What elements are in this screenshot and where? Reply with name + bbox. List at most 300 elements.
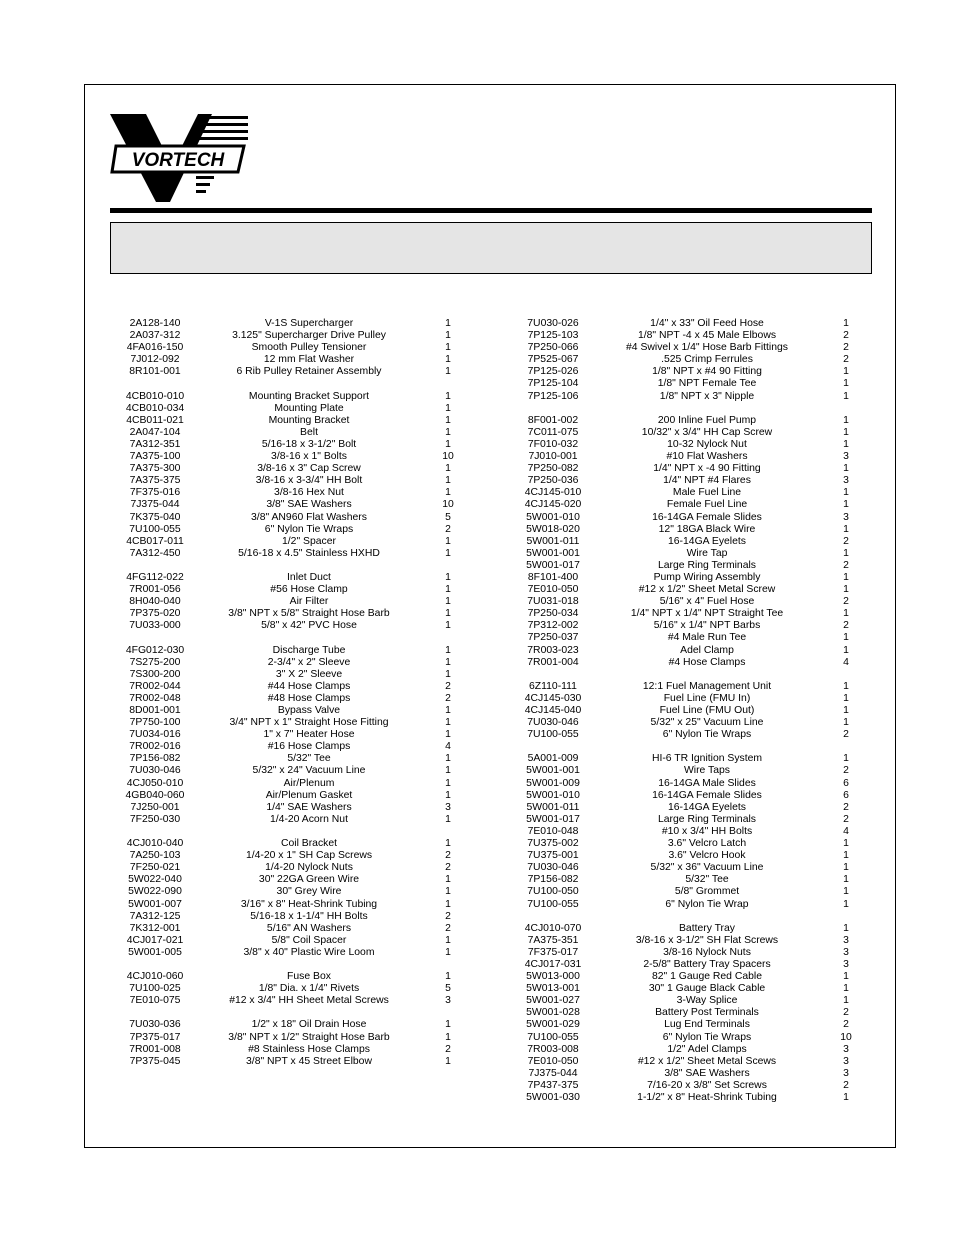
part-number: 5W001-017 (526, 559, 580, 571)
part-row (508, 427, 868, 439)
part-description: Fuel Line (FMU Out) (659, 705, 755, 716)
part-row (508, 584, 868, 596)
parts-group (508, 318, 868, 403)
part-quantity: 1 (445, 729, 451, 741)
part-quantity: 1 (445, 777, 451, 789)
part-number: 7E010-050 (527, 584, 579, 596)
part-number: 7J250-001 (130, 801, 180, 813)
part-quantity: 1 (445, 971, 451, 983)
part-quantity: 2 (843, 1007, 849, 1019)
part-row (508, 693, 868, 705)
part-description: 3.6" Velcro Latch (667, 838, 747, 850)
part-row (508, 536, 868, 548)
part-quantity: 10 (442, 451, 454, 463)
part-quantity: 1 (843, 366, 849, 378)
part-description: #12 x 1/2" Sheet Metal Scews (637, 1055, 777, 1067)
part-description: Battery Tray (678, 922, 735, 934)
part-number: 7U100-055 (527, 729, 579, 741)
part-quantity: 1 (445, 886, 451, 898)
part-row (110, 548, 470, 560)
part-row (110, 415, 470, 427)
part-row (508, 596, 868, 608)
part-description: Large Ring Terminals (658, 559, 756, 571)
part-description: 3/8" NPT x 1/2" Straight Hose Barb (228, 1031, 390, 1043)
part-quantity: 1 (843, 438, 849, 450)
part-row (508, 1056, 868, 1068)
part-number: 7A375-375 (129, 475, 181, 487)
part-description: #10 Flat Washers (666, 451, 748, 463)
part-quantity: 3 (843, 475, 849, 487)
part-row (508, 971, 868, 983)
part-row (110, 451, 470, 463)
part-quantity: 1 (445, 1055, 451, 1067)
part-description: #8 Stainless Hose Clamps (248, 1043, 370, 1055)
part-number: 7U375-001 (527, 850, 579, 862)
part-row (508, 415, 868, 427)
part-description: Inlet Duct (287, 571, 331, 583)
part-row (508, 923, 868, 935)
part-number: 7P125-103 (527, 330, 579, 342)
part-description: #4 Swivel x 1/4" Hose Barb Fittings (626, 342, 788, 354)
part-number: 7F010-032 (527, 438, 579, 450)
part-description: 10-32 Nylock Nut (667, 438, 747, 450)
part-description: Mounting Bracket (268, 414, 350, 426)
part-quantity: 1 (445, 789, 451, 801)
part-description: Female Fuel Line (666, 499, 748, 511)
part-quantity: 3 (843, 946, 849, 958)
part-number: 7P437-375 (527, 1079, 579, 1091)
part-row (508, 608, 868, 620)
part-description: 30" 1 Gauge Black Cable (648, 983, 766, 995)
part-number: 7P250-066 (527, 342, 579, 354)
part-description: Fuse Box (287, 971, 331, 983)
part-description: HI-6 TR Ignition System (651, 753, 763, 765)
part-number: 7S300-200 (129, 668, 181, 680)
part-quantity: 1 (445, 330, 451, 342)
part-number: 7U030-046 (527, 717, 579, 729)
part-description: 16-14GA Eyelets (668, 801, 746, 813)
part-description: 6" Nylon Tie Wraps (662, 1031, 752, 1043)
part-description: 1/4" NPT x -4 90 Fitting (653, 463, 761, 475)
part-number: 5W001-001 (526, 547, 580, 559)
part-quantity: 1 (445, 656, 451, 668)
part-quantity: 1 (445, 668, 451, 680)
part-number: 4FG112-022 (126, 571, 184, 583)
part-quantity: 2 (843, 330, 849, 342)
part-description: Fuel Line (FMU In) (663, 692, 751, 704)
part-row (110, 403, 470, 415)
part-number: 7J010-001 (528, 451, 578, 463)
part-description: #12 x 1/2" Sheet Metal Screw (638, 584, 776, 596)
part-number: 7R001-004 (527, 656, 579, 668)
part-description: 1/4" NPT x 1/4" NPT Straight Tee (630, 608, 784, 620)
part-description: 16-14GA Male Slides (658, 777, 756, 789)
part-description: 1/8" NPT -4 x 45 Male Elbows (637, 330, 777, 342)
part-quantity: 1 (843, 753, 849, 765)
part-row (110, 499, 470, 511)
part-number: 7A312-351 (129, 438, 181, 450)
part-row (508, 657, 868, 669)
part-row (110, 536, 470, 548)
part-description: Discharge Tube (272, 644, 346, 656)
part-row (110, 620, 470, 632)
part-number: 7P125-026 (527, 366, 579, 378)
part-row (508, 1007, 868, 1019)
part-quantity: 1 (843, 874, 849, 886)
part-number: 4FA016-150 (126, 342, 184, 354)
part-quantity: 1 (843, 898, 849, 910)
part-quantity: 1 (445, 1031, 451, 1043)
part-number: 7P375-017 (129, 1031, 181, 1043)
part-quantity: 1 (445, 898, 451, 910)
part-row (110, 354, 470, 366)
part-description: Pump Wiring Assembly (653, 571, 761, 583)
part-quantity: 2 (445, 922, 451, 934)
part-quantity: 1 (445, 366, 451, 378)
part-row (508, 560, 868, 572)
part-number: 4CB010-010 (125, 390, 185, 402)
part-row (110, 487, 470, 499)
part-description: 16-14GA Female Slides (652, 789, 762, 801)
part-quantity: 1 (445, 1019, 451, 1031)
part-description: Wire Tap (686, 547, 728, 559)
part-description: 5/16" x 1/4" NPT Barbs (653, 620, 761, 632)
part-number: 7F250-021 (129, 862, 181, 874)
part-description: 3/16" x 8" Heat-Shrink Tubing (240, 898, 378, 910)
part-description: Coil Bracket (280, 838, 337, 850)
part-number: 8H040-040 (129, 596, 181, 608)
part-number: 7E010-075 (129, 995, 181, 1007)
part-number: 8F101-400 (527, 571, 579, 583)
header-rule (110, 208, 872, 213)
part-row (508, 717, 868, 729)
part-number: 4CJ010-070 (524, 922, 582, 934)
part-quantity: 1 (843, 922, 849, 934)
parts-group (508, 923, 868, 1104)
part-description: #48 Hose Clamps (267, 692, 351, 704)
part-row (110, 463, 470, 475)
part-quantity: 1 (445, 547, 451, 559)
part-quantity: 2 (843, 729, 849, 741)
part-number: 5W001-010 (526, 511, 580, 523)
part-number: 7U100-055 (527, 898, 579, 910)
part-number: 7P250-082 (527, 463, 579, 475)
part-number: 2A037-312 (129, 330, 181, 342)
part-description: 3/8" x 40" Plastic Wire Loom (243, 946, 375, 958)
part-description: 12" 18GA Black Wire (658, 523, 756, 535)
part-row (110, 971, 470, 983)
part-description: 1/8" Dia. x 1/4" Rivets (258, 983, 360, 995)
part-quantity: 3 (843, 1055, 849, 1067)
part-quantity: 1 (843, 850, 849, 862)
parts-group (110, 1019, 470, 1067)
part-number: 7U030-036 (129, 1019, 181, 1031)
part-quantity: 1 (445, 934, 451, 946)
part-number: 5W001-027 (526, 995, 580, 1007)
part-description: 1/4" x 33" Oil Feed Hose (650, 318, 764, 329)
part-quantity: 1 (445, 596, 451, 608)
part-quantity: 1 (445, 705, 451, 716)
part-quantity: 1 (445, 946, 451, 958)
part-row (508, 790, 868, 802)
part-description: 1/4-20 Nylock Nuts (265, 862, 353, 874)
part-number: 5W013-001 (526, 983, 580, 995)
part-quantity: 2 (843, 813, 849, 825)
part-number: 7K312-001 (129, 922, 181, 934)
part-number: 7S275-200 (129, 656, 181, 668)
part-number: 7R001-008 (129, 1043, 181, 1055)
part-description: 6 Rib Pulley Retainer Assembly (236, 366, 382, 378)
part-description: 16-14GA Female Slides (652, 511, 762, 523)
parts-group (110, 645, 470, 826)
part-quantity: 1 (843, 414, 849, 426)
part-quantity: 1 (843, 862, 849, 874)
part-description: 1/2" Spacer (282, 535, 336, 547)
part-row (110, 729, 470, 741)
part-quantity: 3 (445, 801, 451, 813)
part-quantity: 2 (843, 596, 849, 608)
part-quantity: 1 (843, 318, 849, 329)
part-quantity: 3 (843, 934, 849, 946)
part-quantity: 1 (843, 499, 849, 511)
part-number: 5W001-011 (526, 801, 580, 813)
part-quantity: 3 (843, 958, 849, 970)
part-row (508, 499, 868, 511)
part-row (508, 765, 868, 777)
part-quantity: 2 (445, 910, 451, 922)
part-number: 7P125-104 (527, 378, 579, 390)
part-quantity: 2 (843, 1019, 849, 1031)
part-quantity: 1 (445, 620, 451, 632)
part-number: 5W001-017 (526, 813, 580, 825)
part-row (110, 741, 470, 753)
part-number: 7P312-002 (527, 620, 579, 632)
part-number: 7J375-044 (130, 499, 180, 511)
part-description: Battery Post Terminals (655, 1007, 759, 1019)
part-row (110, 1056, 470, 1068)
part-quantity: 1 (445, 535, 451, 547)
part-row (508, 1019, 868, 1031)
part-row (508, 1044, 868, 1056)
part-row (110, 874, 470, 886)
part-number: 5W018-020 (526, 523, 580, 535)
part-number: 6Z110-111 (529, 680, 577, 692)
part-quantity: 1 (843, 523, 849, 535)
part-number: 4CJ017-031 (524, 958, 582, 970)
part-number: 5W001-005 (128, 946, 182, 958)
part-description: Air/Plenum Gasket (265, 789, 353, 801)
part-quantity: 1 (445, 414, 451, 426)
part-row (508, 1080, 868, 1092)
part-number: 7U100-025 (129, 983, 181, 995)
part-number: 4CJ145-010 (524, 487, 582, 499)
part-number: 4CJ010-040 (126, 838, 184, 850)
part-number: 7P375-045 (129, 1055, 181, 1067)
part-quantity: 4 (843, 656, 849, 668)
part-row (110, 669, 470, 681)
part-description: Smooth Pulley Tensioner (251, 342, 367, 354)
part-row (110, 947, 470, 959)
part-description: 1/8" NPT Female Tee (657, 378, 757, 390)
part-quantity: 1 (843, 463, 849, 475)
part-number: 5W001-009 (526, 777, 580, 789)
part-row (508, 995, 868, 1007)
part-row (508, 391, 868, 403)
part-quantity: 1 (843, 608, 849, 620)
part-quantity: 1 (843, 426, 849, 438)
part-number: 5W013-000 (526, 971, 580, 983)
part-description: Belt (300, 426, 318, 438)
part-quantity: 1 (843, 886, 849, 898)
part-quantity: 3 (843, 1043, 849, 1055)
part-number: 7A375-300 (129, 463, 181, 475)
part-row (110, 330, 470, 342)
part-row (110, 366, 470, 378)
part-description: 5/8" Grommet (674, 886, 740, 898)
part-quantity: 1 (445, 342, 451, 354)
part-number: 7A375-100 (129, 451, 181, 463)
part-description: 6" Nylon Tie Wraps (264, 523, 354, 535)
part-description: 1/2" x 18" Oil Drain Hose (251, 1019, 367, 1031)
part-number: 5W022-090 (128, 886, 182, 898)
part-quantity: 1 (843, 584, 849, 596)
part-number: 4CJ010-060 (126, 971, 184, 983)
part-number: 8R101-001 (129, 366, 181, 378)
part-number: 7A312-450 (129, 547, 181, 559)
part-row (508, 487, 868, 499)
part-description: Adel Clamp (680, 644, 734, 656)
part-number: 7U034-016 (129, 729, 181, 741)
part-description: 3/4" NPT x 1" Straight Hose Fitting (229, 717, 389, 729)
part-row (110, 778, 470, 790)
part-number: 7R001-056 (129, 584, 181, 596)
part-number: 8D001-001 (129, 705, 181, 716)
part-row (508, 330, 868, 342)
part-row (110, 790, 470, 802)
part-description: 1/2" Adel Clamps (667, 1043, 747, 1055)
part-number: 4CJ017-021 (126, 934, 184, 946)
part-description: #44 Hose Clamps (267, 680, 351, 692)
part-quantity: 1 (445, 571, 451, 583)
part-row (110, 608, 470, 620)
part-number: 7U030-046 (527, 862, 579, 874)
part-row (110, 862, 470, 874)
part-number: 5W001-010 (526, 789, 580, 801)
part-row (110, 802, 470, 814)
part-quantity: 1 (445, 753, 451, 765)
part-row (110, 911, 470, 923)
part-row (110, 838, 470, 850)
part-number: 7U030-026 (527, 318, 579, 329)
part-description: 5/16-18 x 3-1/2" Bolt (261, 438, 357, 450)
part-description: Lug End Terminals (664, 1019, 750, 1031)
part-quantity: 3 (843, 451, 849, 463)
part-description: 1-1/2" x 8" Heat-Shrink Tubing (637, 1092, 777, 1103)
part-quantity: 1 (445, 644, 451, 656)
part-row (508, 342, 868, 354)
part-quantity: 2 (445, 862, 451, 874)
part-number: 7A375-351 (527, 934, 579, 946)
parts-group (508, 681, 868, 741)
part-number: 7P156-082 (527, 874, 579, 886)
part-number: 2A047-104 (129, 426, 181, 438)
part-quantity: 2 (445, 1043, 451, 1055)
part-number: 7U031-018 (527, 596, 579, 608)
parts-group (508, 753, 868, 910)
part-row (110, 657, 470, 669)
part-row (508, 899, 868, 911)
part-quantity: 4 (445, 741, 451, 753)
part-quantity: 5 (445, 511, 451, 523)
part-number: 5W022-040 (128, 874, 182, 886)
part-row (110, 995, 470, 1007)
part-row (110, 475, 470, 487)
part-description: 3-Way Splice (676, 995, 738, 1007)
part-description: #16 Hose Clamps (267, 741, 351, 753)
part-quantity: 2 (843, 620, 849, 632)
part-quantity: 6 (843, 777, 849, 789)
part-quantity: 1 (445, 390, 451, 402)
part-row (110, 681, 470, 693)
part-row (508, 632, 868, 644)
part-number: 4CB011-021 (126, 414, 184, 426)
part-row (110, 318, 470, 330)
part-number: 7J375-044 (528, 1067, 578, 1079)
part-description: 6" Nylon Tie Wrap (665, 898, 749, 910)
part-number: 4CB017-011 (126, 535, 184, 547)
part-row (508, 1068, 868, 1080)
part-number: 4GB040-060 (125, 789, 185, 801)
part-number: 4FG012-030 (125, 644, 185, 656)
part-description: 1/4-20 x 1" SH Cap Screws (245, 850, 373, 862)
part-quantity: 1 (843, 378, 849, 390)
part-description: 200 Inline Fuel Pump (657, 414, 757, 426)
part-row (508, 874, 868, 886)
part-quantity: 2 (843, 765, 849, 777)
part-row (508, 1032, 868, 1044)
part-description: 5/8" x 42" PVC Hose (261, 620, 357, 632)
part-quantity: 1 (843, 983, 849, 995)
part-description: 5/16-18 x 4.5" Stainless HXHD (238, 547, 380, 559)
part-description: 1/4-20 Acorn Nut (270, 813, 348, 825)
part-row (508, 378, 868, 390)
part-description: 3/8-16 Nylock Nuts (663, 946, 751, 958)
part-description: 5/32" x 25" Vacuum Line (650, 717, 764, 729)
part-quantity: 2 (843, 354, 849, 366)
part-description: 3" X 2" Sleeve (275, 668, 343, 680)
part-row (110, 342, 470, 354)
part-row (110, 439, 470, 451)
part-description: Mounting Bracket Support (248, 390, 370, 402)
part-description: 6" Nylon Tie Wraps (662, 729, 752, 741)
part-quantity: 1 (445, 717, 451, 729)
part-number: 7R002-044 (129, 680, 181, 692)
part-description: Air/Plenum (283, 777, 335, 789)
part-row (508, 753, 868, 765)
part-description: 3/8-16 x 3-3/4" HH Bolt (255, 475, 363, 487)
part-number: 5W001-001 (526, 765, 580, 777)
part-number: 7U030-046 (129, 765, 181, 777)
part-quantity: 1 (843, 547, 849, 559)
part-number: 5W001-029 (526, 1019, 580, 1031)
part-quantity: 1 (843, 705, 849, 716)
part-description: 12 mm Flat Washer (263, 354, 355, 366)
part-number: 7P250-034 (527, 608, 579, 620)
part-description: 2-5/8" Battery Tray Spacers (643, 958, 771, 970)
part-description: 5/32" Tee (287, 753, 331, 765)
part-quantity: 1 (843, 971, 849, 983)
part-description: Male Fuel Line (672, 487, 742, 499)
